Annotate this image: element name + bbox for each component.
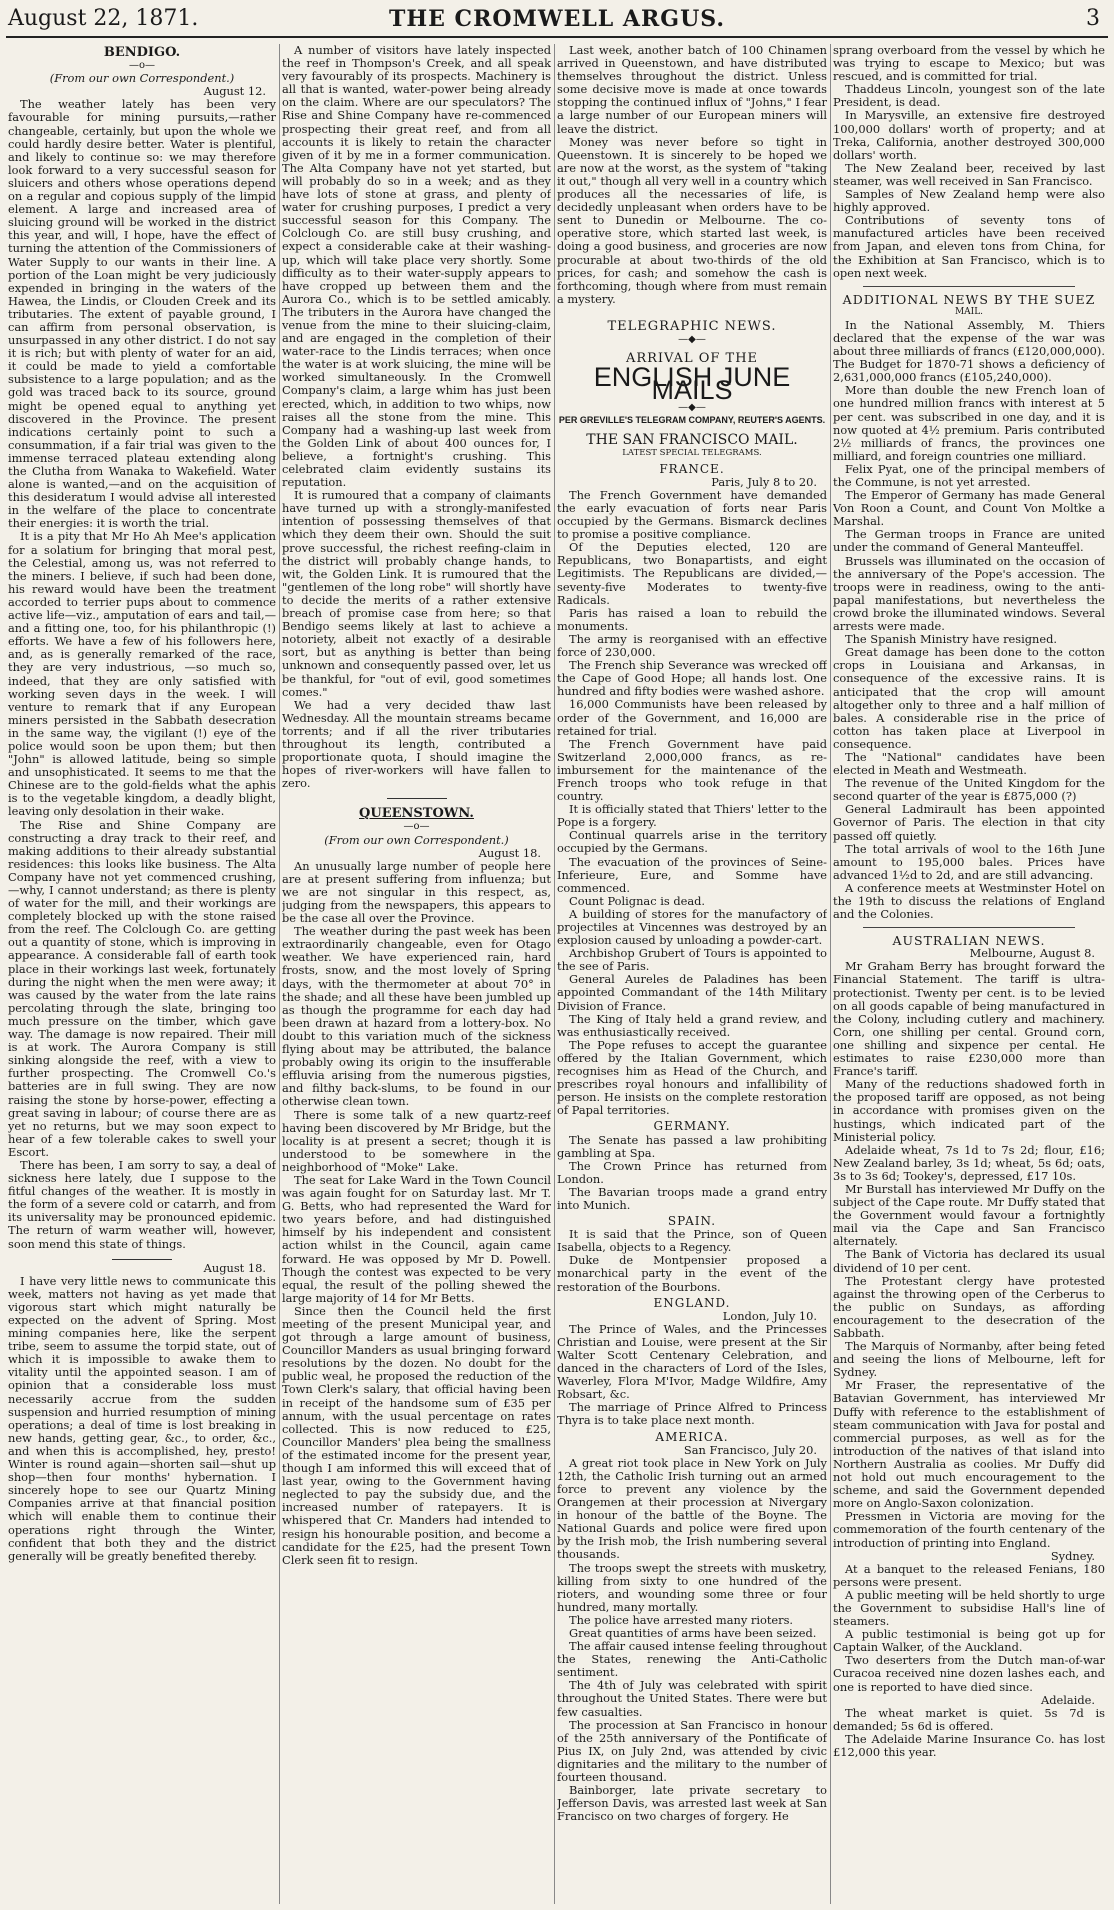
divider (112, 1259, 172, 1260)
news-item: Thaddeus Lincoln, youngest son of the late President, is dead. (833, 82, 1105, 110)
news-item: General Aureles de Paladines has been appointed Commandant of the 14th Military Division of France. (557, 972, 827, 1013)
news-item: Two deserters from the Dutch man-of-war Curacoa received nine dozen lashes each, and one is reported to have died since. (833, 1653, 1105, 1694)
news-item: The total arrivals of wool to the 16th June amount to 195,000 bales. Prices have advanced 1½d to 2d, and are still advancing. (833, 841, 1105, 882)
article-paragraph: A number of visitors have lately inspected the reef in Thompson's Creek, and all speak very favourably of its prospects. Machinery is all that is wanted, water-power being already on the claim. Where are our speculators? The Rise and Shine Company have re-commenced prospecting their great reef, and from all accounts it is likely to retain the character given of it by me in a former communication. The Alta Company have not yet started, but will probably do so in a week; and as they have lots of stone at grass, and plenty of water for crushing purposes, I predict a very successful season for this Company. The Colclough Co. are still busy crushing, and expect a considerable cake at their washing-up, which will take place very shortly. Some difficulty as to their water-supply appears to have cropped up between them and the Aurora Co., which is to be settled amicably. The tributers in the Aurora have changed the venue from the mine to their sluicing-claim, and are engaged in the completion of their water-race to the Lindis terraces; when once the water is at work sluicing, the mine will be worked simultaneously. In the Cromwell Company's claim, a large whim has just been erected, which, in addition to two whips, now raises all the stone from the mine. This Company had a washing-up last week from the Golden Link of about 400 ounces for, I believe, a fortnight's crushing. This celebrated claim evidently sustains its reputation. (282, 44, 551, 490)
news-item: In the National Assembly, M. Thiers declared that the expense of the war was about three milliards of francs (£120,000,000). The Budget for 1870-71 shows a deficiency of 2,631,000,000 francs (£105,240,000). (833, 317, 1105, 385)
sf-mail-heading: THE SAN FRANCISCO MAIL. (586, 431, 798, 448)
country-heading-germany: GERMANY. (653, 1119, 731, 1134)
news-item: The King of Italy held a grand review, and was enthusiastically received. (557, 1011, 827, 1039)
news-item: The wheat market is quiet. 5s 7d is demanded; 5s 6d is offered. (833, 1705, 1105, 1733)
divider (387, 798, 447, 799)
news-item: The affair caused intense feeling throughout the States, renewing the Anti-Catholic sentiment. (557, 1639, 827, 1680)
news-item: Great quantities of arms have been seized. (569, 1625, 817, 1640)
column-3 (557, 44, 827, 1906)
australian-news-heading: AUSTRALIAN NEWS. (892, 933, 1046, 949)
news-item: The troops swept the streets with musketry, killing from sixty to one hundred of the rioters, and wounding some three or four hundred, many mortally. (557, 1560, 827, 1614)
news-item: The Emperor of Germany has made General Von Roon a Count, and Count Von Moltke a Marshal. (833, 488, 1105, 529)
arrival-heading: ARRIVAL OF THE (625, 351, 759, 367)
news-item: The revenue of the United Kingdom for the second quarter of the year is £875,000 (?) (833, 776, 1105, 804)
news-item: The Senate has passed a law prohibiting gambling at Spa. (557, 1132, 827, 1160)
news-item: The French Government have demanded the early evacuation of forts near Paris occupied by the Germans. Bismarck declines to promise a positive compliance. (557, 487, 827, 542)
telegraphic-news-heading: TELEGRAPHIC NEWS. (607, 318, 777, 334)
country-heading-america: AMERICA. (655, 1429, 729, 1444)
news-item: Many of the reductions shadowed forth in the proposed tariff are opposed, as not being in accordance with promises given on the hustings, which indicated part of the Ministerial policy. (833, 1077, 1105, 1144)
section-heading-bendigo: BENDIGO. (103, 45, 181, 60)
article-paragraph: There has been, I am sorry to say, a deal of sickness here lately, due I suppose to the fitful changes of the weather. It is mostly in the form of a severe cold or catarrh, and from its universality may be pronounced epidemic. The return of warm weather will, however, soon mend this state of things. (8, 1157, 276, 1251)
news-item: Brussels was illuminated on the occasion of the anniversary of the Pope's accession. The troops were in readiness, owing to the anti-papal manifestations, but nevertheless the crowd broke the illuminated windows. Several arrests were made. (833, 553, 1105, 634)
column-4 (833, 44, 1105, 1906)
column-1 (8, 44, 276, 1906)
column-2 (282, 44, 551, 1906)
news-item: More than double the new French loan of one hundred million francs with interest at 5 per cent. was subscribed in one day, and it is now quoted at 4½ premium. Paris contributed 2½ milliards of francs, the provinces one milliard, and foreign countries one milliard. (833, 383, 1105, 463)
masthead-rule (6, 36, 1108, 38)
column-divider (279, 44, 280, 1904)
news-item: A building of stores for the manufactory of projectiles at Vincennes was destroyed by an explosion caused by unloading a powder-cart. (557, 906, 827, 948)
news-item: The Bavarian troops made a grand entry into Munich. (557, 1184, 827, 1212)
dateline: San Francisco, July 20. (683, 1442, 817, 1457)
article-paragraph: The weather lately has been very favourable for mining pursuits,—rather changeable, certainly, but upon the whole we could hardly desire better. Water is plentiful, and likely to continue so: we may therefore look forward to a very successful season for sluicers and others whose operations depend on a regular and copious supply of the limpid element. A large and increased area of sluicing ground will be worked in the district this year, and will, I hope, have the effect of turning the attention of the Commissioners of Water Supply to our wants in their line. A portion of the Loan might be very judiciously expended in bringing in the waters of the Hawea, the Lindis, or Clouden Creek and its tributaries. The extent of payable ground, I can affirm from personal observation, is unsurpassed in any other district. I do not say it is rich; but with plenty of water for an aid, it could be made to yield a comfortable subsistence to a large population; and as the gold was traced back to its source, ground might be opened equal to anything yet discovered in the Province. The present indications certainly point to such a consummation, if a fair trial was given to the immense terraced plateau extending along the Clutha from Wanaka to Wakefield. Water alone is wanted,—and on the acquisition of this desideratum I would advise all interested in the welfare of the place to concentrate their energies: it is worth the trial. (8, 97, 276, 531)
article-paragraph: The weather during the past week has been extraordinarily changeable, even for Otago weather. We have experienced rain, hard frosts, snow, and the most lovely of Spring days, with the thermometer at about 70° in the shade; and all these have been jumbled up as though the programme for each day had been drawn at hazard from a lottery-box. No doubt to this variation much of the sickness flying about may be attributed, the balance probably owing its origin to the insufferable effluvia arising from the numerous pigsties, and filthy back-slums, to be found in our otherwise clean town. (282, 924, 551, 1109)
news-item: Of the Deputies elected, 120 are Republicans, two Bonapartists, and eight Legitimists. The Republicans are divided,—seventy-five Moderates to twenty-five Radicals. (557, 540, 827, 607)
dateline: August 12. (203, 84, 266, 99)
news-item: Continual quarrels arise in the territory occupied by the Germans. (557, 828, 827, 856)
country-heading-france: FRANCE. (659, 461, 725, 476)
news-item: The police have arrested many rioters. (569, 1612, 794, 1627)
ornament: —o— (403, 821, 430, 833)
news-item: The French Government have paid Switzerland 2,000,000 francs, as re-imbursement for the maintenance of the French troops who took refuge in that country. (557, 736, 827, 804)
correspondent-note: (From our own Correspondent.) (324, 832, 509, 847)
masthead (0, 0, 1114, 46)
ornament: —◆— (678, 333, 706, 345)
article-paragraph: We had a very decided thaw last Wednesday. All the mountain streams became torrents; and if all the river tributaries throughout its length, contributed a proportionate quota, I should imagine the hopes of river-workers will have fallen to zero. (282, 697, 551, 791)
dateline: Adelaide. (1041, 1692, 1095, 1707)
news-item: The New Zealand beer, received by last steamer, was well received in San Francisco. (833, 160, 1105, 188)
news-item: The 4th of July was celebrated with spirit throughout the United States. There were but few casualties. (557, 1678, 827, 1719)
news-item: It is officially stated that Thiers' letter to the Pope is a forgery. (557, 802, 827, 830)
news-item: The evacuation of the provinces of Seine-Inferieure, Eure, and Somme have commenced. (557, 854, 827, 895)
correspondent-note: (From our own Correspondent.) (49, 71, 235, 86)
dateline: Melbourne, August 8. (969, 946, 1095, 961)
country-heading-england: ENGLAND. (653, 1295, 731, 1310)
news-item: The French ship Severance was wrecked off the Cape of Good Hope; all hands lost. One hundred and fifty bodies were washed ashore. (557, 658, 827, 699)
english-mails-headline: ENGLISH JUNE MAILS (593, 362, 791, 406)
news-item: The Marquis of Normanby, after being feted and seeing the lions of Melbourne, left for Sydney. (833, 1339, 1105, 1380)
news-item: A conference meets at Westminster Hotel on the 19th to discuss the relations of England and the Colonies. (833, 880, 1105, 922)
dateline: August 18. (478, 845, 541, 860)
dateline: August 18. (203, 1260, 266, 1275)
article-paragraph: I have very little news to communicate this week, matters not having as yet made that vigorous start which might naturally be expected on the advent of Spring. Most mining companies here, like the serpent tribe, seem to assume the torpid state, out of which it is impossible to awake them to vitality until the appointed season. I am of opinion that a considerable loss must necessarily accrue from the sudden suspension and hurried resumption of mining operations; a deal of time is lost breaking in new hands, getting gear, &c., to order, &c., and when this is accomplished, hey, presto! Winter is round again—shorten sail—shut up shop—then four months' hybernation. I sincerely hope to see our Quartz Mining Companies arrive at that financial position which will enable them to continue their operations right through the Winter, confident that both they and the district generally will be greatly benefited thereby. (8, 1273, 276, 1563)
news-item: Duke de Montpensier proposed a monarchical party in the event of the restoration of the Bourbons. (557, 1253, 827, 1294)
news-item: In Marysville, an extensive fire destroyed 100,000 dollars' worth of property; and at Treka, California, another destroyed 300,000 dollars' worth. (833, 108, 1105, 162)
news-item: General Ladmirault has been appointed Governor of Paris. The election in that city passed off quietly. (833, 802, 1105, 843)
article-paragraph: Last week, another batch of 100 Chinamen arrived in Queenstown, and have distributed themselves throughout the district. Unless some decisive move is made at once towards stopping the continued influx of "Johns," I fear a large number of our European miners will leave the district. (557, 44, 827, 136)
news-item: Adelaide wheat, 7s 1d to 7s 2d; flour, £16; New Zealand barley, 3s 1d; wheat, 5s 6d; oats, 3s to 3s 6d; Tookey's, depressed, £17 10s. (833, 1142, 1105, 1183)
news-item: sprang overboard from the vessel by which he was trying to escape to Mexico; but was rescued, and is committed for trial. (833, 44, 1105, 84)
news-item: Great damage has been done to the cotton crops in Louisiana and Arkansas, in consequence of the excessive rains. It is anticipated that the crop will amount altogether only to three and a half million of bales. A considerable rise in the price of cotton has taken place at Liverpool in consequence. (833, 645, 1105, 751)
news-item: A public testimonial is being got up for Captain Walker, of the Auckland. (833, 1627, 1105, 1655)
news-item: The Protestant clergy have protested against the throwing open of the Cerberus to the public on Sundays, as affording encouragement to the desecration of the Sabbath. (833, 1273, 1105, 1340)
news-item: A great riot took place in New York on July 12th, the Catholic Irish turning out an armed force to prevent any violence by the Orangemen at their procession at Nivergary in honour of the battle of the Boyne. The National Guards and police were fired upon by the Irish mob, the Irish numbering several thousands. (557, 1455, 827, 1562)
suez-news-heading: ADDITIONAL NEWS BY THE SUEZ (842, 291, 1096, 307)
news-item: Contributions of seventy tons of manufactured articles have been received from Japan, and eleven tons from China, for the Exhibition at San Francisco, which is to open next week. (833, 213, 1105, 280)
page-number: 3 (1086, 6, 1100, 31)
issue-date: August 22, 1871. (8, 6, 199, 31)
country-heading-spain: SPAIN. (667, 1214, 717, 1229)
article-paragraph: It is rumoured that a company of claimants have turned up with a strongly-manifested intention of possessing themselves of that which they deem their own. Should the suit prove successful, the richest reefing-claim in the district will probably change hands, to wit, the Golden Link. It is rumoured that the "gentlemen of the long robe" will shortly have to decide the merits of a rather extensive breach of promise case from here; so that Bendigo seems likely at last to achieve a notoriety, albeit not exactly of a desirable sort, but as anything is better than being unknown and consequently passed over, let us be thankful, for "out of evil, good sometimes comes." (282, 488, 551, 699)
news-item: The Crown Prince has returned from London. (557, 1158, 827, 1186)
news-item: At a banquet to the released Fenians, 180 persons were present. (833, 1561, 1105, 1589)
article-paragraph: The Rise and Shine Company are constructing a dray track to their reef, and making additions to their already substantial residences: this looks like business. The Alta Company have not yet commenced crushing, —why, I cannot understand; as there is plenty of water for the mill, and their workings are completely blocked up with the stone raised from the reef. The Colclough Co. are getting out a quantity of stone, which is improving in appearance. A considerable fall of earth took place in their workings last week, fortunately during the night when the men were away; it was caused by the water from the late rains percolating through the slate, bringing too much pressure on the timber, which gave way. The damage is now repaired. Their mill is at work. The Aurora Company is still sinking alongside the reef, with a view to further prospecting. The Cromwell Co.'s batteries are in full swing. They are now raising the stone by horse-power, effecting a great saving in labour; of course there are as yet no returns, but we may soon expect to hear of a few tolerable cakes to swell your Escort. (8, 817, 276, 1159)
news-item: The German troops in France are united under the command of General Manteuffel. (833, 527, 1105, 555)
news-item: The army is reorganised with an effective force of 230,000. (557, 631, 827, 660)
column-divider (830, 44, 831, 1904)
news-item: The Adelaide Marine Insurance Co. has lost £12,000 this year. (833, 1731, 1105, 1759)
agency-credit: PER GREVILLE'S TELEGRAM COMPANY, REUTER'S AGENTS. (558, 415, 826, 426)
ornament: —◆— (678, 402, 706, 414)
news-item: The marriage of Prince Alfred to Princess Thyra is to take place next month. (557, 1400, 827, 1428)
news-item: Archbishop Grubert of Tours is appointed to the see of Paris. (557, 946, 827, 974)
article-paragraph: It is a pity that Mr Ho Ah Mee's application for a solatium for bringing that moral pest, the Celestial, among us, was not referred to the miners. I believe, if such had been done, his reward would have been the treatment accorded to terrier pups about to commence active life—viz., amputation of ears and tail,—and a fitting one, too, for his philanthropic (!) efforts. We have a few of his followers here, and, as is generally remarked of the race, they are very industrious, —so much so, indeed, that they are only satisfied with working seven days in the week. I will venture to remark that if any European miners persisted in the Sabbath desecration in the same way, the vigilant (!) eye of the police would soon be upon them; but then "John" is allowed latitude, being so simple and unsophisticated. It seems to me that the Chinese are to the gold-fields what the aphis is to the vegetable kingdom, a deadly blight, leaving only desolation in their wake. (8, 529, 276, 819)
column-divider (554, 44, 555, 1904)
divider (863, 927, 1075, 928)
article-paragraph: An unusually large number of people here are at present suffering from influenza; but we are not singular in this respect, as, judging from the newspapers, this appears to be the case all over the Province. (282, 858, 551, 926)
news-item: Mr Fraser, the representative of the Batavian Government, has interviewed Mr Duffy with reference to the establishment of steam communication with Java for postal and commercial purposes, as well as for the introduction of the natives of that island into Northern Australia as coolies. Mr Duffy did not hold out much encouragement to the scheme, and said the Government depended more on Anglo-Saxon colonization. (833, 1378, 1105, 1511)
news-item: Felix Pyat, one of the principal members of the Commune, is not yet arrested. (833, 461, 1105, 489)
news-item: It is said that the Prince, son of Queen Isabella, objects to a Regency. (557, 1227, 827, 1255)
news-item: The Bank of Victoria has declared its usual dividend of 10 per cent. (833, 1247, 1105, 1275)
news-item: Pressmen in Victoria are moving for the commemoration of the fourth centenary of the introduction of printing into England. (833, 1509, 1105, 1550)
news-item: The "National" candidates have been elected in Meath and Westmeath. (833, 749, 1105, 778)
news-item: Bainborger, late private secretary to Jefferson Davis, was arrested last week at San Francisco on two charges of forgery. He (557, 1783, 827, 1824)
news-item: Samples of New Zealand hemp were also highly approved. (833, 187, 1105, 215)
news-item: Mr Graham Berry has brought forward the Financial Statement. The tariff is ultra-protectionist. Twenty per cent. is to be levied on all goods capable of being manufactured in the Colony, including cutlery and machinery. Corn, one shilling per cental. Ground corn, one shilling and sixpence per cental. He estimates to raise £230,000 more than France's tariff. (833, 959, 1105, 1079)
news-item: Mr Burstall has interviewed Mr Duffy on the subject of the Cape route. Mr Duffy stated that the Government would favour a fortnightly mail via the Cape and San Francisco alternately. (833, 1181, 1105, 1249)
dateline: Sydney. (1050, 1548, 1095, 1563)
news-item: The Prince of Wales, and the Princesses Christian and Louise, were present at the Sir Walter Scott Centenary Celebration, and danced in the characters of Lord of the Isles, Waverley, Flora M'Ivor, Madge Wildfire, Amy Robsart, &c. (557, 1321, 827, 1402)
news-item: Paris has raised a loan to rebuild the monuments. (557, 605, 827, 633)
ornament: —o— (128, 60, 156, 72)
article-paragraph: Since then the Council held the first meeting of the present Municipal year, and got through a large amount of business, Councillor Manders as usual bringing forward resolutions by the dozen. No doubt for the public weal, he proposed the reduction of the Town Clerk's salary, that official having been in receipt of the handsome sum of £35 per annum, with the usual percentage on rates collected. This is now reduced to £25, Councillor Manders' plea being the smallness of the estimated income for the present year, though I am informed this will exceed that of last year, owing to the Government having neglected to pay the subsidy due, and the increased number of ratepayers. It is whispered that Cr. Manders had intended to resign his honourable position, and become a candidate for the £25, had the present Town Clerk seen fit to resign. (282, 1303, 551, 1567)
suez-mail-subheading: MAIL. (954, 306, 984, 317)
article-paragraph: There is some talk of a new quartz-reef having been discovered by Mr Bridge, but the locality is at present a secret; though it is understood to be somewhere in the neighborhood of "Moke" Lake. (282, 1107, 551, 1174)
dateline: Paris, July 8 to 20. (711, 474, 817, 489)
divider (863, 286, 1075, 287)
section-heading-queenstown: QUEENSTOWN. (359, 806, 474, 822)
news-item: The Spanish Ministry have resigned. (845, 632, 1058, 647)
news-item: 16,000 Communists have been released by order of the Government, and 16,000 are retained for trial. (557, 697, 827, 738)
article-paragraph: The seat for Lake Ward in the Town Council was again fought for on Saturday last. Mr T. G. Betts, who had represented the Ward for two years before, and had distinguished himself by his independent and consistent action whilst in the Council, again came forward. He was opposed by Mr D. Powell. Though the contest was expected to be very equal, the result of the polling shewed the large majority of 14 for Mr Betts. (282, 1172, 551, 1305)
news-item: The Pope refuses to accept the guarantee offered by the Italian Government, which recognises him as Head of the Church, and prescribes royal honours and infallibility of person. He insists on the complete restoration of Papal territories. (557, 1037, 827, 1118)
article-paragraph: Money was never before so tight in Queenstown. It is sincerely to be hoped we are now at the worst, as the system of "taking it out," though all very well in a country which produces all the necessaries of life, is decidedly unpleasant when orders have to be sent to Dunedin or Melbourne. The co-operative store, which started last week, is doing a good business, and groceries are now procurable at about two-thirds of the old prices, for cash; and somehow the cash is forthcoming, though where from must remain a mystery. (557, 134, 827, 306)
dateline: London, July 10. (722, 1308, 817, 1323)
news-item: Count Polignac is dead. (569, 893, 706, 908)
news-item: A public meeting will be held shortly to urge the Government to subsidise Hall's line of steamers. (833, 1587, 1105, 1629)
news-item: The procession at San Francisco in honour of the 25th anniversary of the Pontificate of Pius IX, on July 2nd, was attended by civic dignitaries and the military to the number of fourteen thousand. (557, 1717, 827, 1784)
latest-telegrams: LATEST SPECIAL TELEGRAMS. (622, 447, 762, 458)
newspaper-title: THE CROMWELL ARGUS. (388, 6, 726, 32)
